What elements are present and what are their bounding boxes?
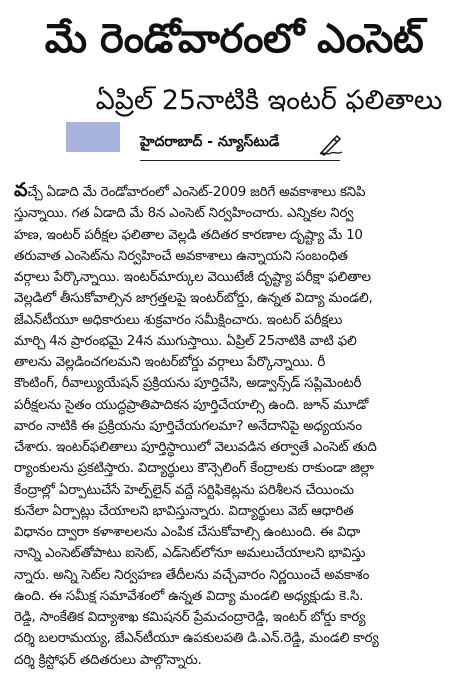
article-line [14,180,458,203]
article-line: ఉంది. ఈ సమీక్ష సమావేశంలో ఉన్నత విద్యా మండలి అధ్యక్షుడు కె.సి. [14,588,364,604]
article-line: దర్శి బలరామయ్య, జేఎన్‌టీయూ ఉపకులపతి డి.ఎన్.రెడ్డి, మండలి కార్య [14,631,379,647]
article-line: తరువాత ఎంసెట్‌ను నిర్వహించే అవకాశాలు ఉన్నాయని సంబంధిత [14,248,348,264]
article-body [14,180,458,671]
dropcap-letter: వ [14,180,28,201]
article-line: కౌంటింగ్, రీవాల్యుయేషన్ ప్రక్రియను పూర్తిచేసి, అడ్వాన్స్‌డ్ సప్లిమెంటరీ [14,376,362,392]
article-line: రెడ్డి, సాంకేతిక విద్యాశాఖ కమిషనర్ ప్రేమచంద్రారెడ్డి, ఇంటర్ బోర్డు కార్య [14,610,366,625]
article-line: ర్యాంకులను ప్రకటిస్తారు. విద్యార్థులు కౌన్సెలింగ్ కేంద్రాలకు రాకుండా జిల్లా [14,461,374,477]
article-line: స్తున్నాయి. గత ఏడాది మే 8న ఎంసెట్ నిర్వహించారు. ఎన్నికల నిర్వ [14,206,354,222]
article-line: చేశారు. ఇంటర్‌ఫలితాలు పూర్తిస్థాయిలో వెలువడిన తర్వాతే ఎంసెట్ తుది [14,440,377,455]
headline: మే రెండోవారంలో ఎంసెట్ [44,16,424,62]
article-line: కునేలా ఏర్పాట్లు చేయాలని భావిస్తున్నారు. విద్యార్థులు వెబ్ ఆధారిత [14,503,354,519]
subheadline: ఏప్రిల్ 25నాటికి ఇంటర్ ఫలితాలు [95,85,443,116]
article-line: మార్చి 4న ప్రారంభమై 24న ముగుస్తాయి. ఏప్రిల్ 25నాటికి వాటి ఫలి [14,333,357,349]
pen-writing-icon [318,134,344,156]
article-line: జేఎన్‌టీయూ అధికారులు శుక్రవారం సమీక్షించారు. ఇంటర్ పరీక్షలు [14,312,343,328]
article-line-text: చ్చే ఏడాది మే రెండోవారంలో ఎంసెట్-2009 జరిగే అవకాశాలు కనిపి [27,185,366,200]
article-line: హణ, ఇంటర్ పరీక్షల ఫలితాల వెల్లడి తదితర కారణాల దృష్ట్యా మే 10 [14,227,363,243]
dateline-rule [140,160,340,161]
article-line: పరీక్షలను సైతం యుద్ధప్రాతిపాదికన పూర్తిచేయాల్సి ఉంది. జూన్ మూడో [14,397,369,413]
article-line: వర్గాలు పేర్కొన్నాయి. ఇంటర్‌మార్కుల వెయిటేజీ దృష్ట్యా పరీక్షా ఫలితాల [14,270,371,285]
article-line: విధానం ద్వారా కళాశాలలను ఎంపిక చేసుకోవాల్సి ఉంటుంది. ఈ విధా [14,525,361,540]
dateline: హైదరాబాద్ - న్యూస్‌టుడే [140,134,280,150]
article-line: వెల్లడిలో తీసుకోవాల్సిన జాగ్రత్తలపై ఇంటర్‌బోర్డు, ఉన్నత విద్యా మండలి, [14,291,373,307]
article-line: దర్శి క్రిస్టోఫర్ తదితరులు పాల్గొన్నారు. [14,652,202,668]
article-line: కేంద్రాల్లో ఏర్పాటుచేసే హెల్ప్‌లైన్ వద్దే సర్టిఫికెట్లను పరిశీలన చేయించు [14,482,354,498]
article-line: వారం నాటికి ఈ ప్రక్రియను పూర్తిచేయగలమా? అనేదానిపై అధ్యయనం [14,418,362,434]
article-line: న్నారు. అన్ని సెట్‌ల నిర్వహణ తేదీలను వచ్చేవారం నిర్ణయించే అవకాశం [14,567,370,583]
article-line: నాన్ని ఎంసెట్‌తోపాటు ఐసెట్, ఎడ్‌సెట్‌లోనూ అమలుచేయాలని భావిస్తు [14,546,366,562]
article-line: తాలను వెల్లడించగలమని ఇంటర్‌బోర్డు వర్గాలు పేర్కొన్నాయి. రీ [14,355,326,370]
color-block [66,122,120,152]
